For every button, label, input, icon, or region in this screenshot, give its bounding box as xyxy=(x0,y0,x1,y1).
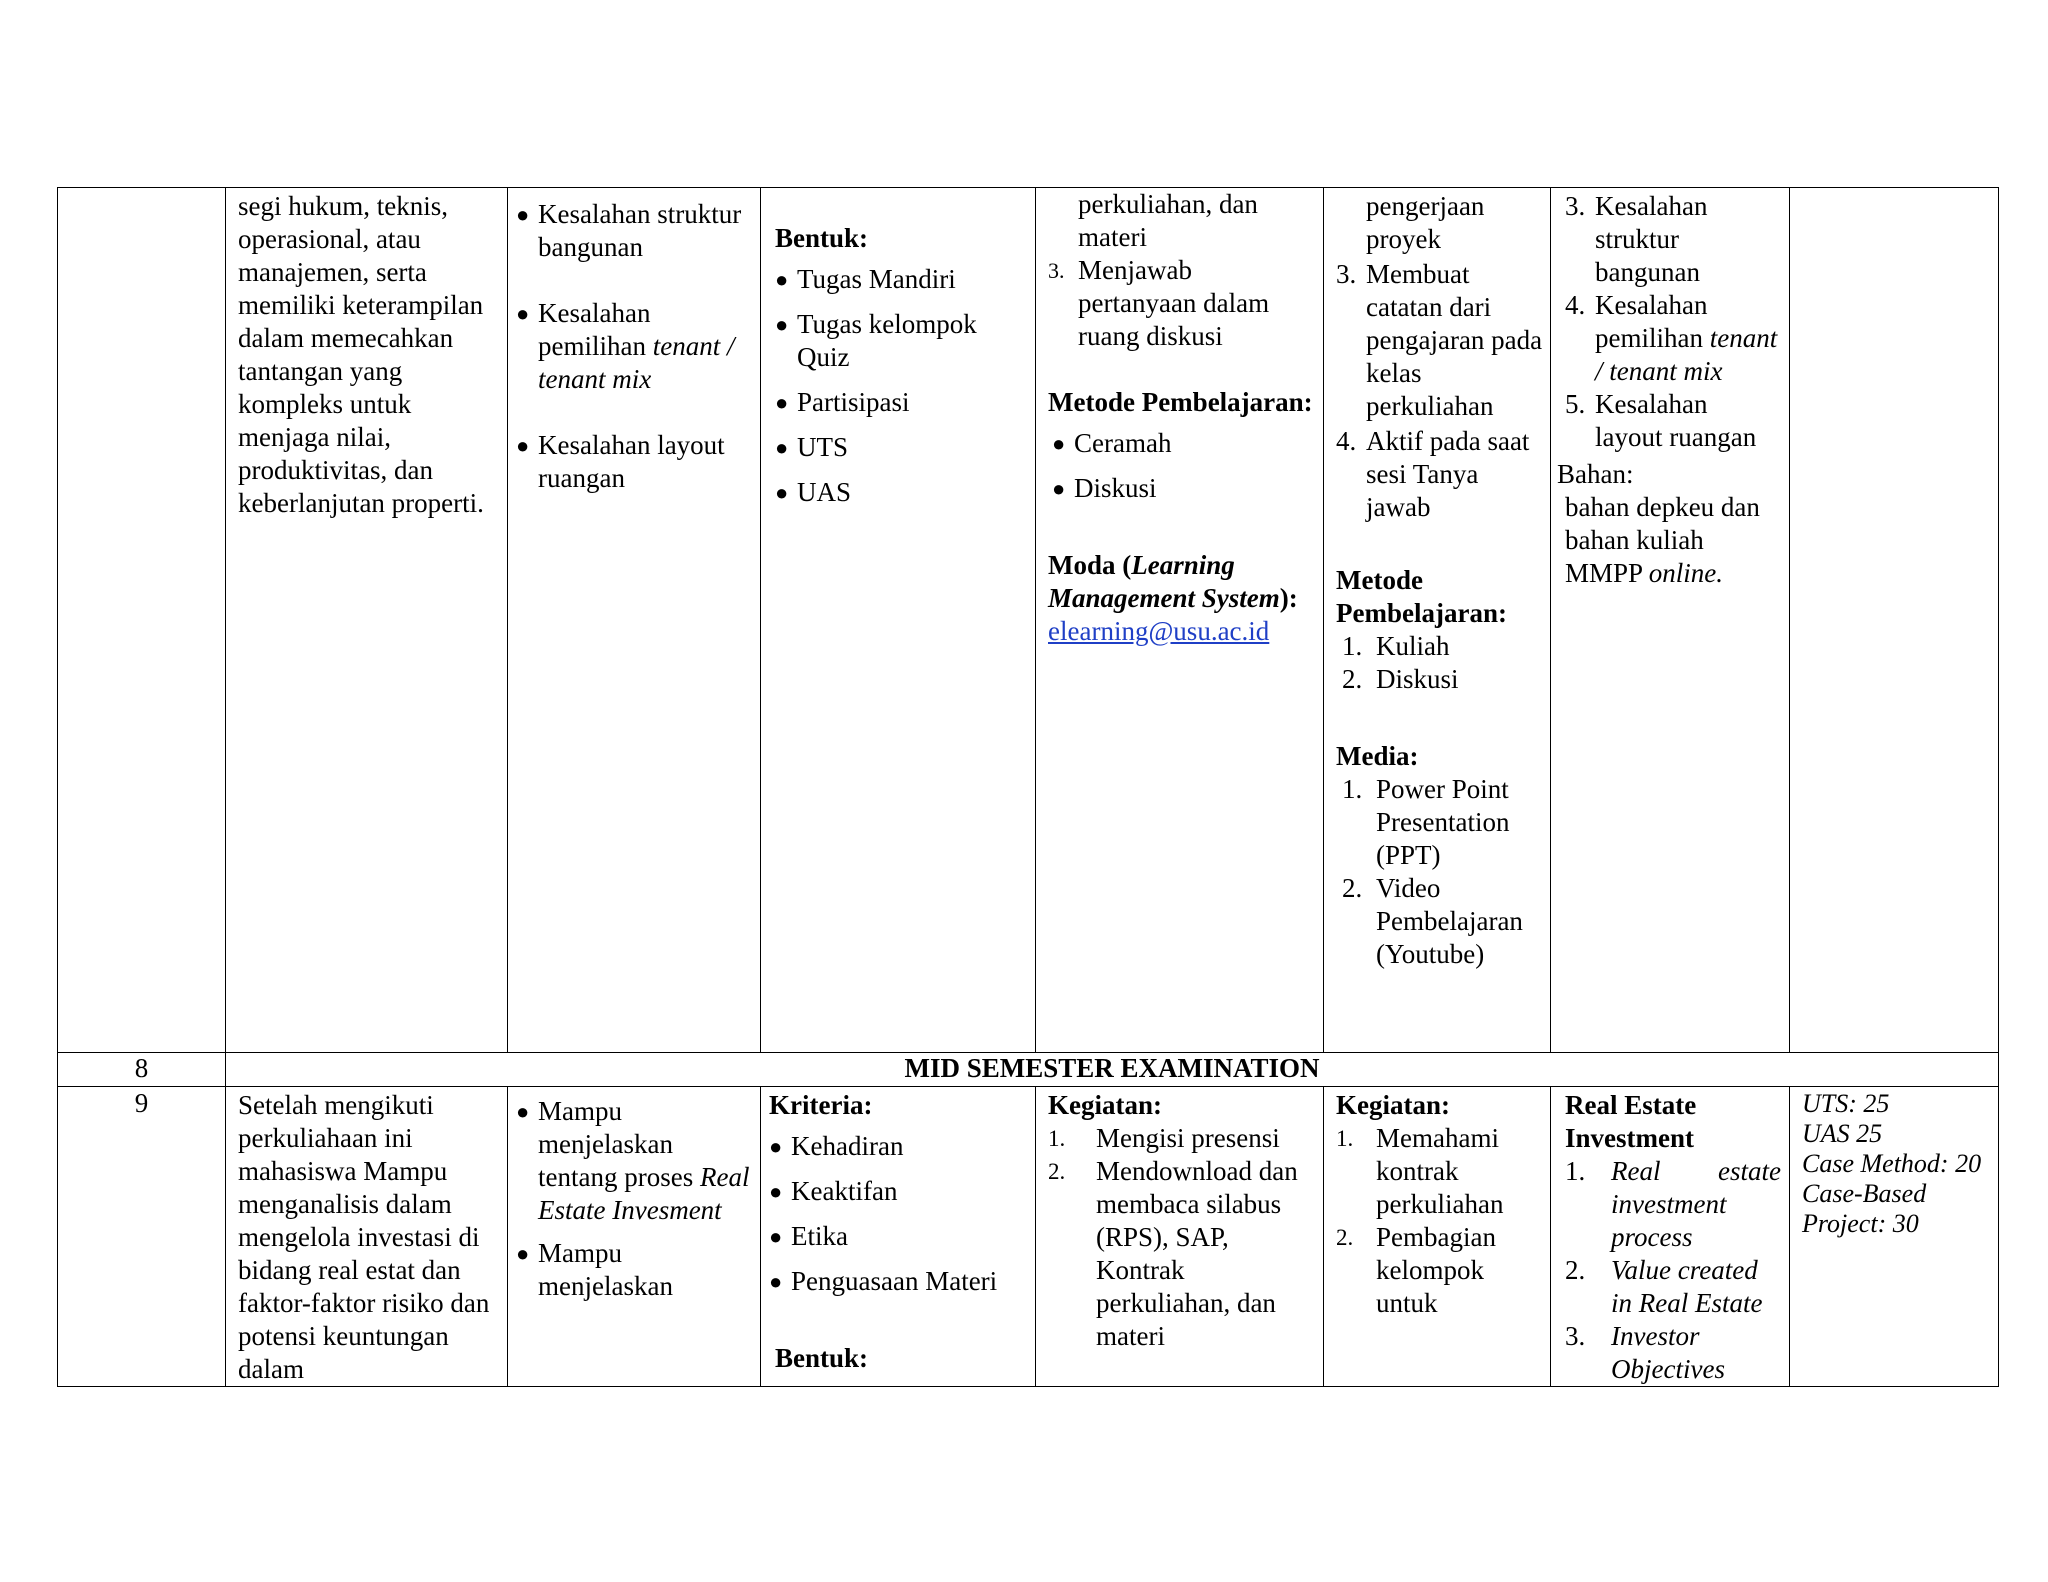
table-row-mid-semester xyxy=(58,1053,1999,1087)
rps-table xyxy=(57,187,1999,1387)
assessment-form-item: ● UTS xyxy=(775,431,1027,464)
criteria-item: ● Penguasaan Materi xyxy=(769,1265,1027,1298)
weight-cell-empty xyxy=(1790,188,1999,1053)
indicator-item-2: ● Mampu menjelaskan xyxy=(516,1237,752,1303)
material-item: 4. Kesalahan pemilihan tenant / tenant mix xyxy=(1565,290,1778,386)
assessment-form-heading: Bentuk: xyxy=(775,1343,869,1373)
structured-item: 2. Pembagian kelompok untuk xyxy=(1336,1222,1496,1318)
learning-method-item: ● Ceramah xyxy=(1052,427,1315,460)
assessment-cell xyxy=(761,1087,1036,1387)
material-source-text: bahan depkeu dan bahan kuliah MMPP online. xyxy=(1565,492,1760,588)
learning-method-heading: Metode Pembelajaran: xyxy=(1048,387,1313,417)
criteria-item: ● Keaktifan xyxy=(769,1175,1027,1208)
indicator-item-1: ● Kesalahan struktur bangunan xyxy=(516,198,752,264)
activity-item: 2. Mendownload dan membaca silabus (RPS), SAP, Kontrak perkuliahan, dan materi xyxy=(1048,1156,1298,1351)
assessment-cell xyxy=(761,188,1036,1053)
structured-activity-cell xyxy=(1324,1087,1551,1387)
structured-heading: Kegiatan: xyxy=(1336,1090,1450,1120)
material-cell xyxy=(1551,1087,1790,1387)
learning-outcome-cell xyxy=(226,1087,508,1387)
criteria-item: ● Etika xyxy=(769,1220,1027,1253)
week-number: 9 xyxy=(58,1087,226,1387)
lms-mode-heading: Moda (Learning Management System): xyxy=(1048,550,1298,613)
weight-line: UTS: 25 xyxy=(1802,1089,1890,1118)
synchronous-activity-cell xyxy=(1036,188,1324,1053)
material-item: 3. Investor Objectives xyxy=(1565,1321,1725,1384)
weight-line: Case Method: 20 xyxy=(1802,1149,1982,1178)
table-row-week-9 xyxy=(58,1087,1999,1387)
learning-outcome-text: segi hukum, teknis, operasional, atau manajemen, serta memiliki keterampilan dalam memecahkan tantangan yang kompleks untuk menjaga nilai, produktivitas, dan keberlanjutan properti. xyxy=(238,191,484,518)
structured-item: 1. Memahami kontrak perkuliahan xyxy=(1336,1123,1504,1219)
assessment-form-item: ● Tugas Mandiri xyxy=(775,263,1027,296)
assessment-form-item: ● UAS xyxy=(775,476,1027,509)
structured-method-item: 2. Diskusi xyxy=(1342,664,1459,694)
material-item: 1. Real estate investment process xyxy=(1565,1156,1781,1252)
elearning-link[interactable]: elearning@usu.ac.id xyxy=(1048,616,1270,646)
assessment-form-item: ● Partisipasi xyxy=(775,386,1027,419)
weight-cell xyxy=(1790,1087,1999,1387)
structured-method-item: 1. Kuliah xyxy=(1342,631,1450,661)
media-item: 2. Video Pembelajaran (Youtube) xyxy=(1342,873,1523,969)
material-item: 5. Kesalahan layout ruangan xyxy=(1565,389,1757,452)
indicator-cell xyxy=(508,1087,761,1387)
media-heading: Media: xyxy=(1336,741,1419,771)
structured-activity-cell xyxy=(1324,188,1551,1053)
weight-line: Case-Based Project: 30 xyxy=(1802,1179,1927,1238)
activity-heading: Kegiatan: xyxy=(1048,1090,1162,1120)
criteria-heading: Kriteria: xyxy=(769,1090,873,1120)
learning-method-item: ● Diskusi xyxy=(1052,472,1315,505)
weight-line: UAS 25 xyxy=(1802,1119,1883,1148)
criteria-item: ● Kehadiran xyxy=(769,1130,1027,1163)
indicator-item-1: ● Mampu menjelaskan tentang proses Real Estate Invesment xyxy=(516,1095,752,1227)
structured-item: 3. Membuat catatan dari pengajaran pada kelas perkuliahan xyxy=(1336,259,1543,421)
material-cell xyxy=(1551,188,1790,1053)
media-item: 1. Power Point Presentation (PPT) xyxy=(1342,774,1510,870)
activity-item: 1. Mengisi presensi xyxy=(1048,1123,1280,1153)
learning-outcome-text: Setelah mengikuti perkuliahaan ini mahasiswa Mampu menganalisis dalam mengelola investasi di bidang real estat dan faktor-faktor risiko dan potensi keuntungan dalam xyxy=(238,1090,490,1384)
material-item: 3. Kesalahan struktur bangunan xyxy=(1565,191,1708,287)
week-cell-empty xyxy=(58,188,226,1053)
mid-semester-title: MID SEMESTER EXAMINATION xyxy=(226,1053,1999,1087)
structured-item: 4. Aktif pada saat sesi Tanya jawab xyxy=(1336,426,1530,522)
material-item: 2. Value created in Real Estate xyxy=(1565,1255,1763,1318)
synchronous-activity-cell xyxy=(1036,1087,1324,1387)
material-heading: Real Estate Investment xyxy=(1565,1090,1697,1153)
indicator-item-3: ● Kesalahan layout ruangan xyxy=(516,429,752,495)
activity-item-3: 3. Menjawab pertanyaan dalam ruang diskusi xyxy=(1048,255,1270,351)
table-row-continued xyxy=(58,188,1999,1053)
structured-method-heading: Metode Pembelajaran: xyxy=(1336,565,1507,628)
week-number: 8 xyxy=(58,1053,226,1087)
activity-continued-text: perkuliahan, dan materi xyxy=(1078,189,1258,252)
assessment-form-heading: Bentuk: xyxy=(775,223,869,253)
material-source-label: Bahan: xyxy=(1557,459,1634,489)
assessment-form-item: ● Tugas kelompok Quiz xyxy=(775,308,1027,374)
learning-outcome-cell xyxy=(226,188,508,1053)
indicator-cell xyxy=(508,188,761,1053)
structured-continued-text: pengerjaan proyek xyxy=(1366,191,1485,254)
indicator-item-2: ● Kesalahan pemilihan tenant / tenant mix xyxy=(516,297,752,396)
